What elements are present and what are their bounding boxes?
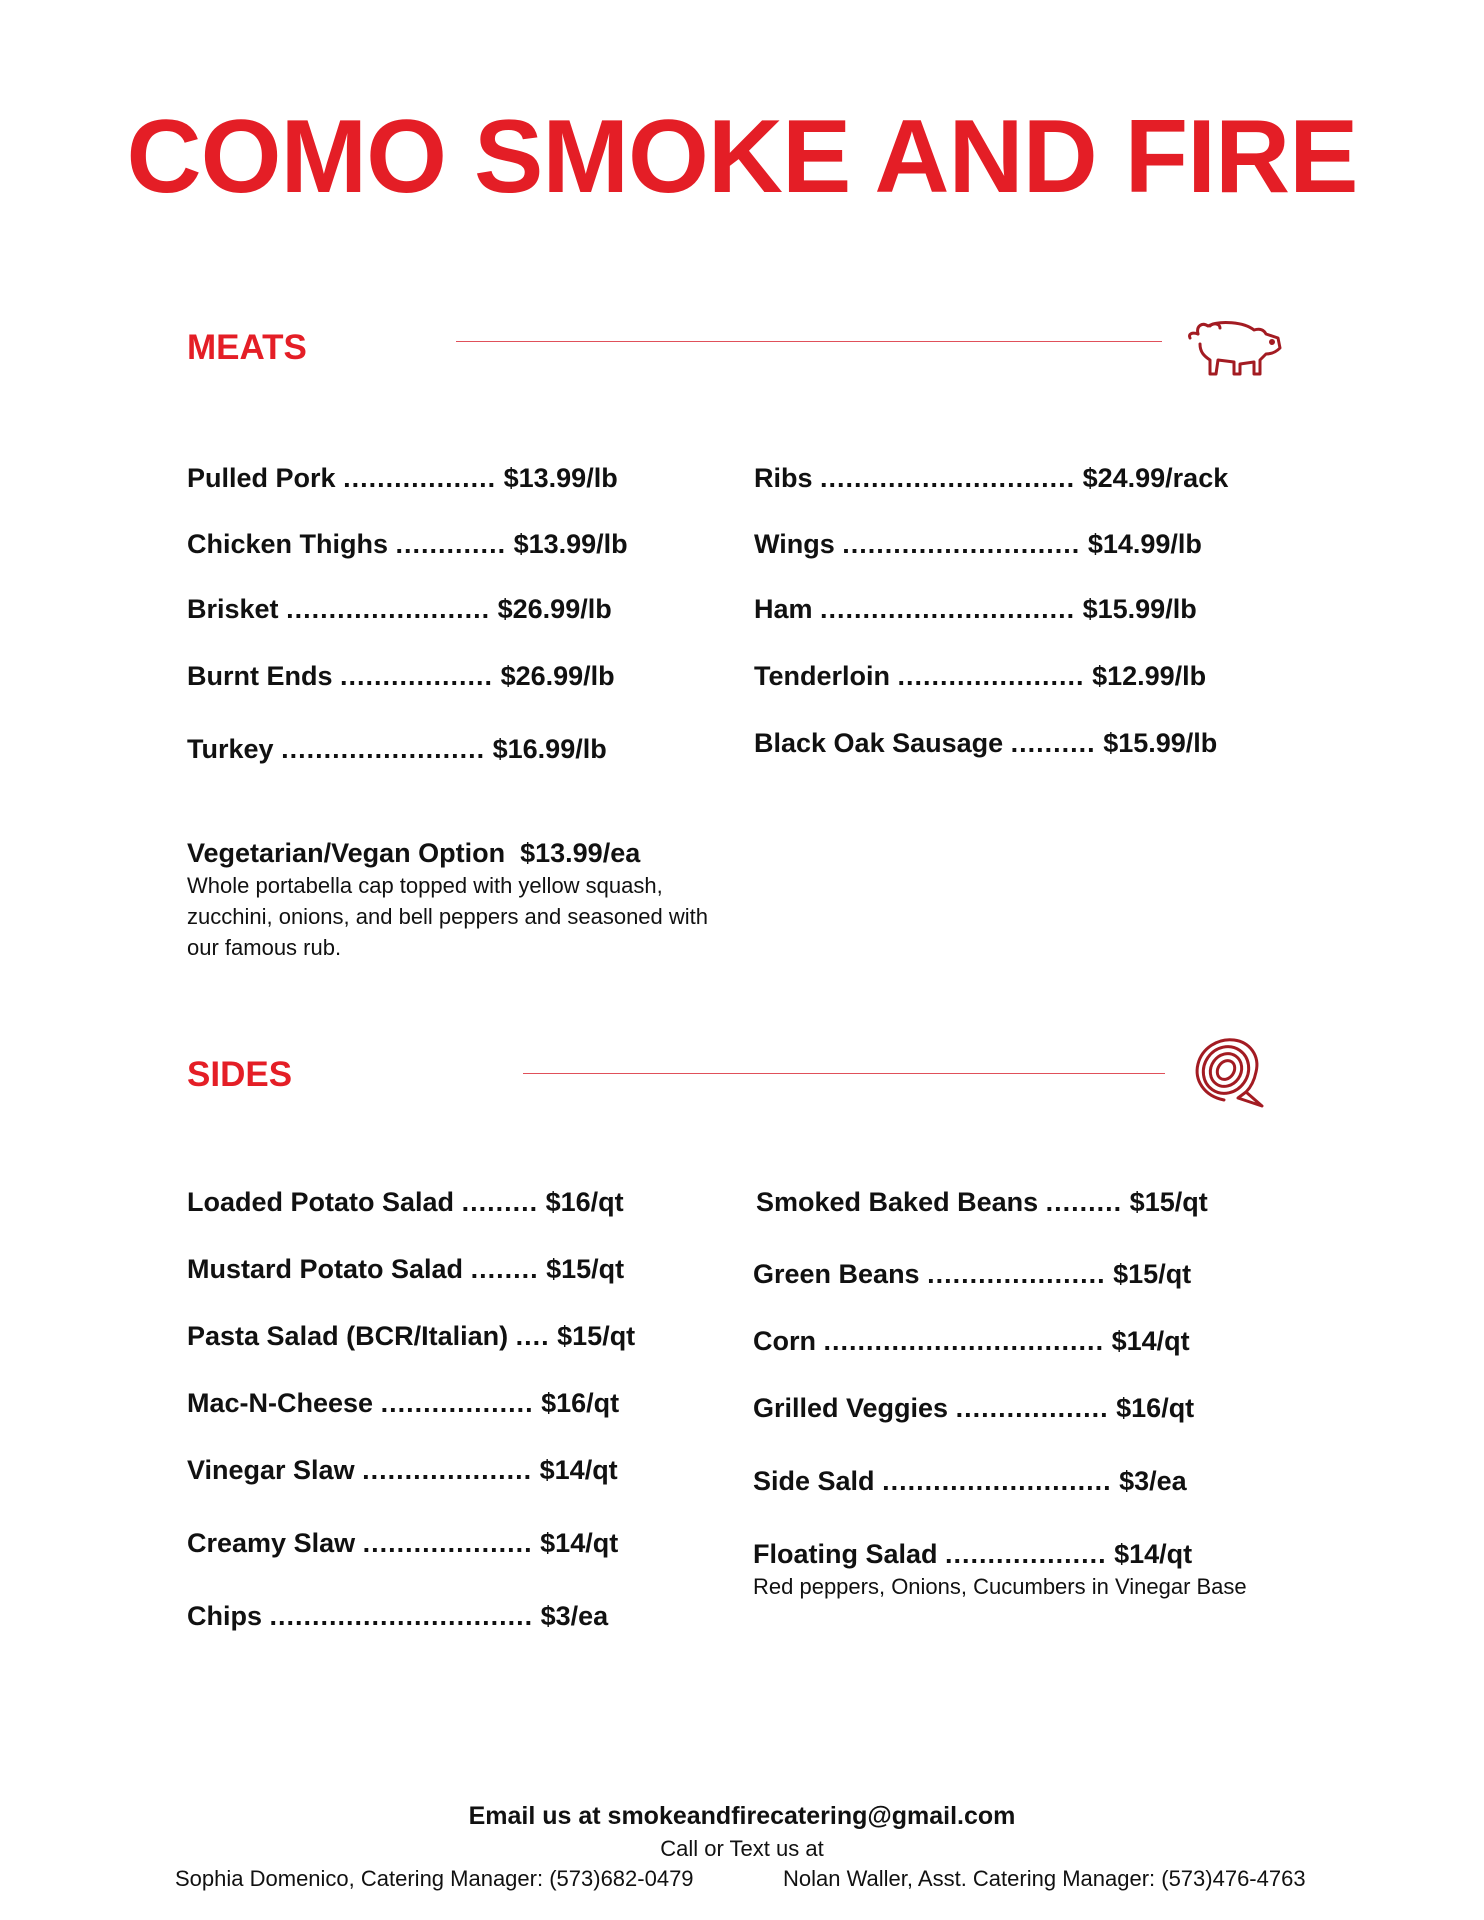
side-item: Pasta Salad (BCR/Italian) .... $15/qt [187, 1321, 636, 1351]
contact-catering-manager: Sophia Domenico, Catering Manager: (573)682-0479 [175, 1866, 694, 1891]
side-item: Vinegar Slaw .................... $14/qt [187, 1455, 618, 1485]
veg-description: Whole portabella cap topped with yellow squash, zucchini, onions, and bell peppers and seasoned with our famous rub. [187, 873, 709, 960]
veg-option: Vegetarian/Vegan Option $13.99/ea [187, 838, 641, 868]
footer-call-text: Call or Text us at [660, 1836, 824, 1861]
side-item: Loaded Potato Salad ......... $16/qt [187, 1187, 624, 1217]
meat-item: Ribs .............................. $24.99/rack [754, 463, 1229, 493]
onion-icon [1190, 1030, 1270, 1110]
floating-salad-description: Red peppers, Onions, Cucumbers in Vinegar Base [753, 1574, 1247, 1599]
meat-item: Turkey ........................ $16.99/lb [187, 734, 607, 764]
meat-item: Ham .............................. $15.99/lb [754, 594, 1197, 624]
meat-item: Tenderloin ...................... $12.99/lb [754, 661, 1207, 691]
meat-item: Chicken Thighs ............. $13.99/lb [187, 529, 628, 559]
pig-icon [1186, 318, 1284, 380]
side-item: Mustard Potato Salad ........ $15/qt [187, 1254, 625, 1284]
meats-heading: MEATS [187, 328, 307, 367]
meat-item: Black Oak Sausage .......... $15.99/lb [754, 728, 1218, 758]
contact-asst-catering-manager: Nolan Waller, Asst. Catering Manager: (573)476-4763 [783, 1866, 1306, 1891]
side-item: Smoked Baked Beans ......... $15/qt [756, 1187, 1208, 1217]
side-item: Green Beans ..................... $15/qt [753, 1259, 1192, 1289]
side-item: Chips ............................... $3/ea [187, 1601, 609, 1631]
meats-divider [456, 341, 1162, 342]
meat-item: Burnt Ends .................. $26.99/lb [187, 661, 615, 691]
side-item: Creamy Slaw .................... $14/qt [187, 1528, 619, 1558]
side-item: Mac-N-Cheese .................. $16/qt [187, 1388, 620, 1418]
side-item: Side Sald ........................... $3/ea [753, 1466, 1187, 1496]
sides-divider [523, 1073, 1165, 1074]
side-item: Floating Salad ................... $14/qt [753, 1539, 1193, 1569]
footer-email: Email us at smokeandfirecatering@gmail.com [468, 1802, 1016, 1830]
menu-title: COMO SMOKE AND FIRE [126, 99, 1358, 215]
side-item: Corn ................................. $14/qt [753, 1326, 1190, 1356]
sides-heading: SIDES [187, 1055, 293, 1094]
meat-item: Pulled Pork .................. $13.99/lb [187, 463, 618, 493]
meat-item: Wings ............................ $14.99/lb [754, 529, 1202, 559]
meat-item: Brisket ........................ $26.99/lb [187, 594, 612, 624]
side-item: Grilled Veggies .................. $16/qt [753, 1393, 1195, 1423]
